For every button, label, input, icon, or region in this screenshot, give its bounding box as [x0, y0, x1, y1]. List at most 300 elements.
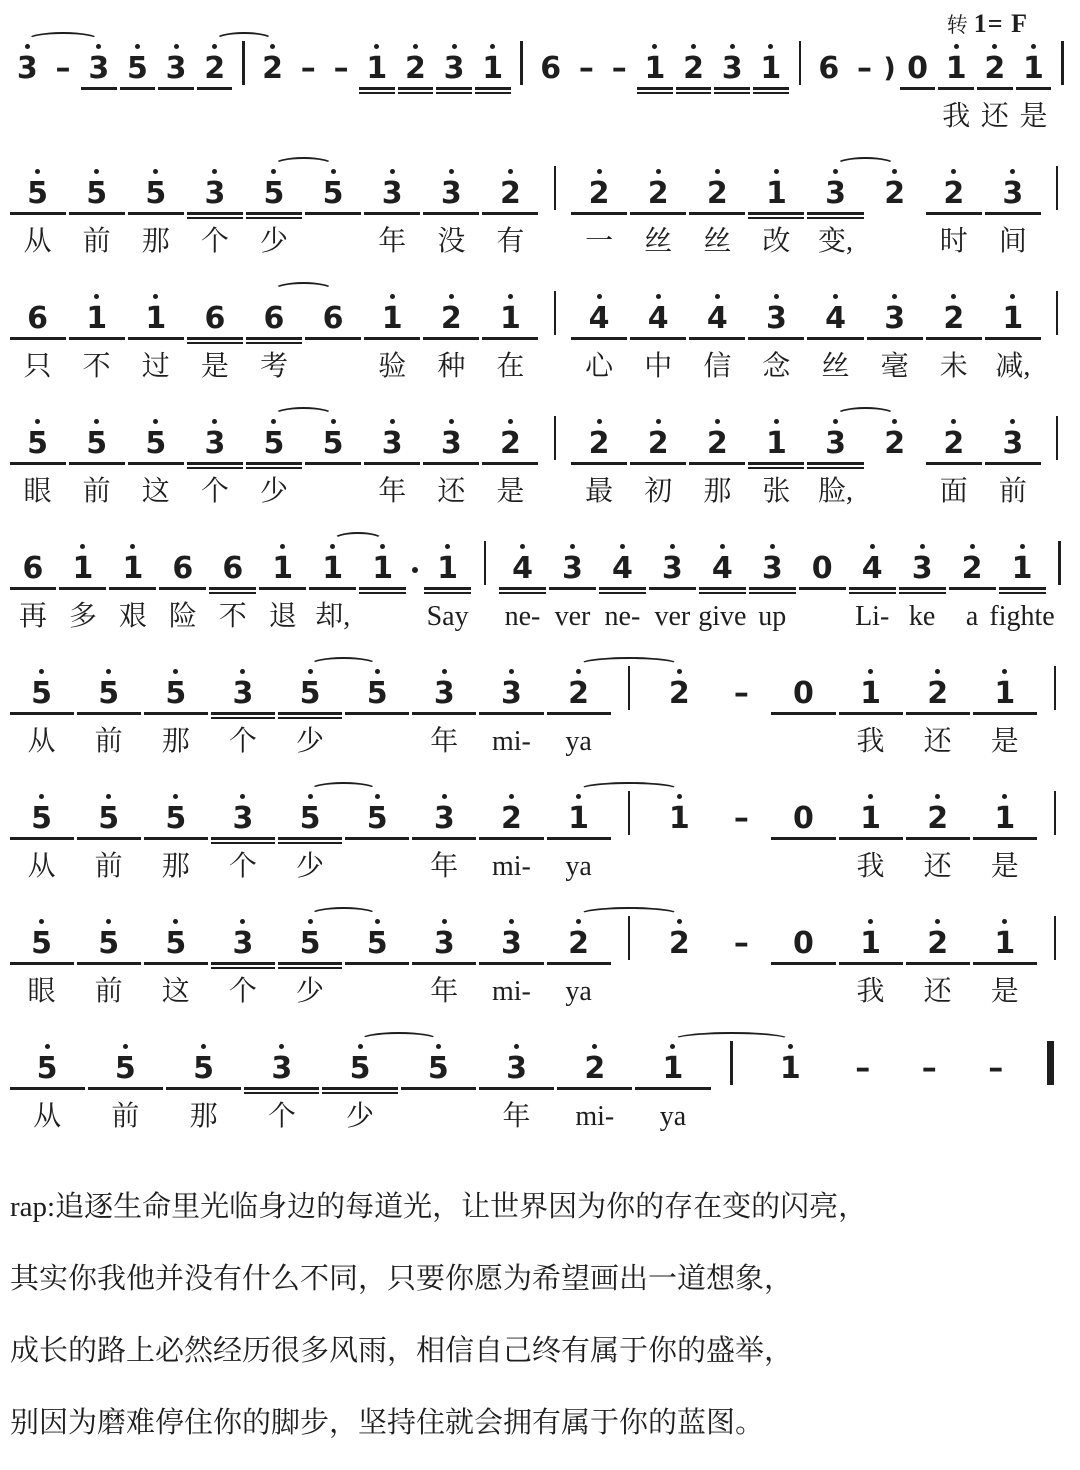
octave-dot [576, 794, 581, 799]
note-token [75, 667, 142, 761]
glyph-zone [122, 551, 143, 585]
octave-dot [833, 419, 838, 424]
octave-dot-zone [935, 667, 940, 676]
octave-dot-zone [80, 542, 85, 551]
dash-extension [570, 42, 603, 136]
lyric: 前 [82, 476, 111, 507]
octave-dot [833, 169, 838, 174]
barline-mark [1056, 166, 1059, 210]
dash-mark: – [55, 51, 71, 86]
note-token [363, 167, 422, 261]
beam-underlines [118, 85, 157, 96]
note-digit: 6 [540, 51, 562, 86]
barline [540, 417, 570, 511]
note-digit: 3 [562, 551, 583, 586]
note-token [308, 542, 358, 636]
beam-underline [305, 212, 361, 215]
octave-dot-zone [390, 292, 395, 301]
beam-underline [807, 337, 863, 340]
beam-underlines [277, 835, 344, 846]
music-system [8, 42, 1072, 136]
glyph-zone [37, 1051, 58, 1085]
beam-underline [166, 1087, 241, 1090]
beam-underlines [142, 960, 209, 971]
barline-mark [628, 666, 631, 710]
lyric: 个 [228, 851, 257, 882]
note-digit: 3 [232, 676, 254, 711]
beam-underlines [478, 710, 545, 721]
beam-underline [973, 837, 1037, 840]
beam-underline [246, 337, 302, 340]
glyph-zone [722, 51, 743, 85]
barline-mark [730, 1041, 733, 1085]
final-barline-mark [1047, 1041, 1054, 1085]
note-token [86, 1042, 164, 1136]
octave-dot [570, 544, 575, 549]
beam-underlines [126, 210, 185, 221]
beam-underline [676, 92, 712, 95]
glyph-zone [412, 551, 418, 585]
beam-underlines [126, 335, 185, 346]
beam-underlines [531, 85, 570, 96]
note-token [976, 42, 1015, 136]
octave-dot-zone [35, 417, 40, 426]
beam-underlines [8, 335, 67, 346]
beam-underlines [304, 460, 363, 471]
octave-dot [935, 919, 940, 924]
octave-dot [509, 669, 514, 674]
note-token [937, 42, 976, 136]
octave-dot [25, 44, 30, 49]
note-digit: 1 [499, 301, 521, 336]
note-digit: 1 [437, 551, 459, 586]
note-digit: 3 [761, 551, 783, 586]
beam-underlines [399, 1085, 477, 1096]
beam-underlines [770, 960, 837, 971]
key-value: 1= F [973, 9, 1028, 38]
glyph-zone [855, 1051, 870, 1085]
beam-underlines [837, 835, 904, 846]
octave-dot [951, 419, 956, 424]
note-token [8, 167, 67, 261]
octave-dot [331, 169, 336, 174]
note-digit: 1 [482, 51, 504, 86]
octave-dot-zone [45, 1042, 50, 1051]
beam-underlines [1038, 835, 1072, 846]
note-digit: 5 [86, 426, 108, 461]
lyric: 是 [990, 726, 1019, 757]
beam-underline [278, 842, 342, 845]
beam-underlines [865, 335, 924, 346]
lyric: 一 [585, 226, 614, 257]
octave-dot-zone [212, 167, 217, 176]
beam-underline [88, 1087, 163, 1090]
note-token [411, 667, 478, 761]
beam-underline [158, 87, 194, 90]
beam-underline [637, 92, 673, 95]
octave-dot-zone [442, 792, 447, 801]
glyph-zone [434, 926, 455, 960]
note-digit: 2 [568, 926, 589, 961]
beam-underlines [837, 710, 904, 721]
beam-underline [499, 592, 546, 595]
lyric: 丝 [703, 226, 732, 257]
glyph-zone [707, 301, 728, 335]
octave-dot [173, 794, 178, 799]
beam-underlines [688, 210, 747, 221]
octave-dot-zone [892, 417, 897, 426]
beam-underline [807, 462, 863, 465]
beam-underline [807, 217, 863, 220]
octave-dot-zone [449, 292, 454, 301]
glyph-zone [907, 51, 928, 85]
lyric: mi- [491, 726, 531, 757]
octave-dot [45, 1044, 50, 1049]
paren-mark [881, 42, 898, 136]
note-token [983, 417, 1042, 511]
note-digit: 2 [499, 176, 521, 211]
beam-underlines [344, 710, 411, 721]
note-digit: ) [883, 53, 896, 84]
beam-underlines [408, 585, 423, 596]
octave-dot-zone [691, 42, 696, 51]
beam-underlines [829, 1085, 896, 1096]
octave-dot [951, 169, 956, 174]
lyric: 时 [939, 226, 968, 257]
glyph-zone [780, 1051, 801, 1085]
dash-mark: – [611, 51, 627, 86]
beam-underline [714, 87, 750, 90]
octave-dot [449, 419, 454, 424]
dash-extension [713, 792, 770, 886]
octave-dot-zone [270, 42, 275, 51]
rest-note [797, 542, 847, 636]
octave-dot [514, 1044, 519, 1049]
rap-line: rap:追逐生命里光临身边的每道光，让世界因为你的存在变的闪亮， [10, 1191, 868, 1223]
barline [1047, 542, 1072, 636]
glyph-zone [233, 676, 254, 710]
beam-underline [412, 712, 476, 715]
beam-underlines [8, 460, 67, 471]
beam-underline [973, 962, 1037, 965]
glyph-zone [943, 426, 964, 460]
barline-mark [554, 291, 557, 335]
beam-underline [547, 712, 611, 715]
octave-dot-zone [374, 42, 379, 51]
beam-underline [749, 592, 796, 595]
beam-underlines [881, 85, 898, 96]
beam-underline [359, 587, 406, 590]
beam-underline [549, 587, 596, 590]
rest-note [770, 667, 837, 761]
note-token [158, 542, 208, 636]
octave-dot-zone [730, 42, 735, 51]
octave-dot-zone [597, 417, 602, 426]
dash-mark: – [578, 51, 594, 86]
note-token [629, 417, 688, 511]
glyph-zone [1047, 1051, 1054, 1085]
note-digit: 3 [1002, 176, 1024, 211]
glyph-zone [500, 176, 521, 210]
lyric: 丝 [821, 351, 850, 382]
lyric: 年 [430, 726, 459, 757]
beam-underline [807, 212, 863, 215]
octave-dot [509, 919, 514, 924]
beam-underline [849, 587, 896, 590]
glyph-zone [86, 426, 107, 460]
note-token [185, 417, 244, 511]
glyph-zone [382, 426, 403, 460]
note-token [185, 292, 244, 386]
lyric: 那 [189, 1101, 218, 1132]
beam-underlines [636, 85, 675, 96]
beam-underlines [983, 460, 1042, 471]
note-digit: 1 [366, 51, 388, 86]
octave-dot-zone [452, 42, 457, 51]
note-token [304, 417, 363, 511]
glyph-zone [366, 51, 387, 85]
octave-dot-zone [656, 292, 661, 301]
octave-dot [774, 419, 779, 424]
note-digit: 3 [825, 176, 846, 211]
octave-dot-zone [868, 667, 873, 676]
lyric: 年 [430, 976, 459, 1007]
octave-dot-zone [173, 917, 178, 926]
lyric: 变, [818, 226, 854, 257]
lyric: 减, [995, 351, 1031, 382]
beam-underline [120, 87, 156, 90]
music-system [8, 542, 1072, 636]
glyph-zone [825, 301, 846, 335]
lyric: 还 [923, 726, 952, 757]
glyph-zone [825, 176, 846, 210]
beam-underlines [747, 460, 806, 471]
note-digit: 5 [145, 176, 167, 211]
note-digit: 3 [884, 301, 906, 336]
glyph-zone [322, 551, 343, 585]
lyric: 有 [496, 226, 525, 257]
beam-underline [867, 337, 923, 340]
octave-dot [390, 169, 395, 174]
beam-underline [77, 712, 141, 715]
octave-dot [656, 419, 661, 424]
beam-underlines [67, 460, 126, 471]
octave-dot-zone [715, 292, 720, 301]
note-digit: 3 [765, 301, 787, 336]
lyric: Say [426, 601, 469, 632]
beam-underlines [924, 210, 983, 221]
beam-underline [571, 462, 627, 465]
octave-dot [80, 544, 85, 549]
barline [234, 42, 253, 136]
glyph-zone [262, 51, 283, 85]
glyph-zone [857, 51, 872, 85]
octave-dot [374, 44, 379, 49]
note-token [244, 167, 303, 261]
beam-underlines [1038, 710, 1072, 721]
beam-underline [211, 837, 275, 840]
glyph-zone [382, 176, 403, 210]
beam-underline [246, 217, 302, 220]
beam-underlines [924, 460, 983, 471]
octave-dot-zone [892, 167, 897, 176]
octave-dot [774, 294, 779, 299]
glyph-zone [568, 926, 589, 960]
lyric: 少 [296, 976, 325, 1007]
beam-underlines [896, 1085, 963, 1096]
note-token [924, 292, 983, 386]
glyph-zone [884, 176, 905, 210]
beam-underline [211, 962, 275, 965]
note-token [399, 1042, 477, 1136]
beam-underlines [8, 1085, 86, 1096]
dash-mark: – [921, 1051, 937, 1086]
lyric: 艰 [118, 601, 147, 632]
beam-underline [364, 462, 420, 465]
glyph-zone [145, 176, 166, 210]
beam-underlines [481, 335, 540, 346]
note-token [75, 917, 142, 1011]
note-token [847, 542, 897, 636]
note-digit: 3 [381, 176, 403, 211]
glyph-zone [793, 926, 814, 960]
note-token [597, 542, 647, 636]
octave-dot-zone [892, 292, 897, 301]
beam-underline [436, 87, 472, 90]
octave-dot [442, 794, 447, 799]
note-token [79, 42, 118, 136]
beam-underlines [58, 585, 108, 596]
beam-underline [423, 462, 479, 465]
beam-underlines [8, 960, 75, 971]
beam-underline [985, 337, 1041, 340]
note-digit: 4 [647, 301, 669, 336]
beam-underline [689, 212, 745, 215]
note-digit: 2 [440, 301, 462, 336]
lyric: ya [659, 1101, 687, 1132]
note-token [498, 542, 548, 636]
note-token [253, 42, 292, 136]
lyric: mi- [491, 976, 531, 1007]
octave-dot-zone [774, 417, 779, 426]
octave-dot-zone [951, 292, 956, 301]
octave-dot-zone [280, 542, 285, 551]
note-token [363, 417, 422, 511]
note-token [344, 792, 411, 886]
note-token [634, 1042, 712, 1136]
beam-underline [69, 212, 125, 215]
note-digit: 6 [27, 301, 48, 336]
lyric: 是 [1019, 101, 1048, 132]
glyph-zone [669, 926, 690, 960]
beam-underline [482, 462, 538, 465]
note-token [277, 667, 344, 761]
lyric: mi- [491, 851, 531, 882]
octave-dot-zone [96, 42, 101, 51]
beam-underlines [363, 210, 422, 221]
note-token [747, 417, 806, 511]
lyric: 还 [437, 476, 466, 507]
note-token [118, 42, 157, 136]
beam-underlines [1047, 585, 1072, 596]
note-token [904, 667, 971, 761]
octave-dot [520, 544, 525, 549]
glyph-zone [204, 301, 225, 335]
beam-underline [938, 87, 974, 90]
glyph-zone [98, 926, 119, 960]
barline-mark [1056, 416, 1059, 460]
octave-dot-zone [677, 917, 682, 926]
octave-dot [992, 44, 997, 49]
glyph-zone [862, 551, 883, 585]
beam-underlines [790, 85, 809, 96]
glyph-zone [334, 51, 349, 85]
note-token [865, 292, 924, 386]
octave-dot-zone [954, 42, 959, 51]
beam-underlines [570, 335, 629, 346]
note-digit: 3 [440, 176, 462, 211]
note-token [904, 792, 971, 886]
note-digit: 3 [433, 676, 455, 711]
beam-underlines [570, 210, 629, 221]
note-digit: 1 [994, 801, 1016, 836]
beam-underlines [752, 85, 791, 96]
octave-dot-zone [868, 792, 873, 801]
glyph-zone [589, 176, 610, 210]
glyph-zone [233, 801, 254, 835]
octave-dot-zone [449, 167, 454, 176]
lyric: 改 [762, 226, 791, 257]
octave-dot [1010, 419, 1015, 424]
beam-underline [159, 587, 206, 590]
note-token [646, 667, 713, 761]
note-digit: 3 [232, 926, 254, 961]
beam-underlines [243, 1085, 321, 1096]
beam-underline [10, 337, 66, 340]
glyph-zone [962, 551, 983, 585]
beam-underlines [904, 710, 971, 721]
beam-underlines [422, 335, 481, 346]
lyric: 面 [939, 476, 968, 507]
lyric: 初 [644, 476, 673, 507]
octave-dot [452, 44, 457, 49]
note-digit: 3 [232, 801, 254, 836]
glyph-zone [734, 676, 749, 710]
lyric: 个 [200, 476, 229, 507]
beam-underlines [396, 85, 435, 96]
dash-extension [603, 42, 636, 136]
note-token [924, 417, 983, 511]
rest-note [898, 42, 937, 136]
beam-underlines [634, 1085, 712, 1096]
note-token [8, 667, 75, 761]
beam-underlines [158, 585, 208, 596]
lyric: a [965, 601, 979, 632]
octave-dot [970, 544, 975, 549]
beam-underline [689, 337, 745, 340]
glyph-zone [264, 301, 285, 335]
dash-extension [848, 42, 881, 136]
note-digit: 5 [349, 1051, 371, 1086]
glyph-zone [172, 551, 193, 585]
octave-dot [94, 419, 99, 424]
note-digit: 6 [263, 301, 285, 336]
lyric: 是 [200, 351, 229, 382]
note-token [971, 667, 1038, 761]
glyph-zone [825, 426, 846, 460]
octave-dot [39, 919, 44, 924]
note-digit: 3 [204, 176, 226, 211]
